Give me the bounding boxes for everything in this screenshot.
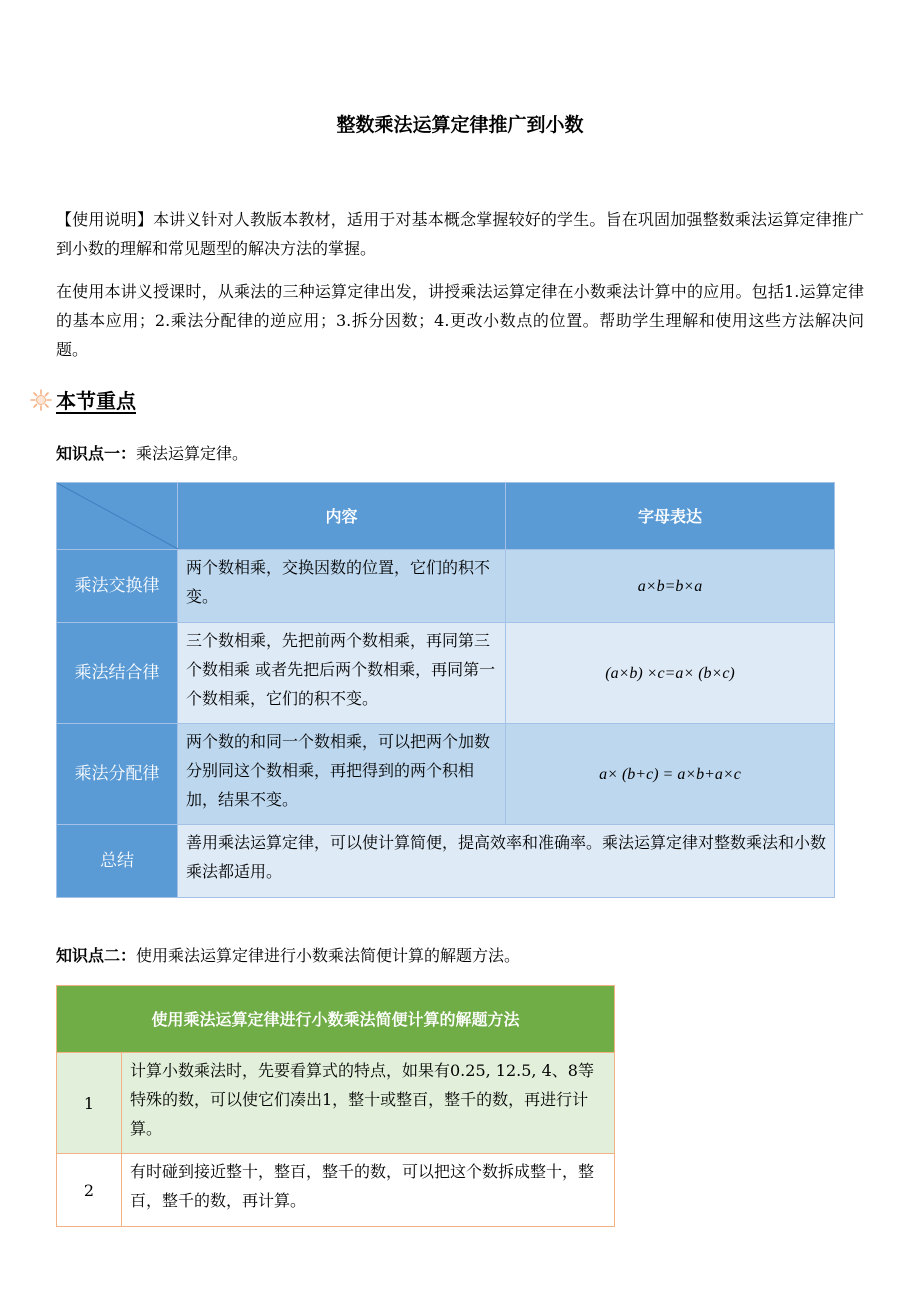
summary-label: 总结 (57, 825, 178, 898)
formula-text: (a×b) ×c=a× (b×c) (605, 664, 735, 682)
formula-text: a× (b+c) = a×b+a×c (599, 765, 741, 783)
method-text: 计算小数乘法时，先要看算式的特点，如果有0.25, 12.5, 4、8等特殊的数，可以使它们凑出1，整十或整百，整千的数，再进行计算。 (122, 1053, 615, 1154)
row-formula (506, 724, 835, 825)
formula-text: a×b=b×a (637, 577, 703, 595)
row-content: 两个数的和同一个数相乘，可以把两个加数分别同这个数相乘，再把得到的两个积相加，结果不变。 (178, 724, 506, 825)
teaching-note: 在使用本讲义授课时，从乘法的三种运算定律出发，讲授乘法运算定律在小数乘法计算中的应用。包括1.运算定律的基本应用；2.乘法分配律的逆应用；3.拆分因数；4.更改小数点的位置。帮助学生理解和使用这些方法解决问题。 (56, 282, 864, 359)
row-label: 乘法分配律 (57, 724, 178, 825)
kp2-text: 使用乘法运算定律进行小数乘法简便计算的解题方法。 (136, 946, 521, 965)
diagonal-line (57, 483, 178, 549)
row-content: 两个数相乘，交换因数的位置，它们的积不变。 (178, 550, 506, 623)
method-number: 1 (57, 1053, 122, 1154)
sun-icon (30, 389, 52, 411)
methods-table (56, 985, 615, 1227)
row-formula (506, 623, 835, 724)
kp1-label: 知识点一： (56, 444, 137, 463)
kp2-label: 知识点二： (56, 946, 137, 965)
knowledge-point-2 (56, 943, 520, 966)
methods-header: 使用乘法运算定律进行小数乘法简便计算的解题方法 (57, 986, 615, 1053)
method-number: 2 (57, 1154, 122, 1227)
section-heading (30, 385, 136, 414)
header-content: 内容 (178, 483, 506, 550)
row-formula (506, 550, 835, 623)
row-label: 乘法交换律 (57, 550, 178, 623)
corner-cell (57, 483, 178, 550)
usage-note: 【使用说明】本讲义针对人教版本教材，适用于对基本概念掌握较好的学生。旨在巩固加强整数乘法运算定律推广到小数的理解和常见题型的解决方法的掌握。 (56, 210, 864, 258)
method-text: 有时碰到接近整十，整百，整千的数，可以把这个数拆成整十，整百，整千的数，再计算。 (122, 1154, 615, 1227)
kp1-text: 乘法运算定律。 (136, 444, 249, 463)
knowledge-point-1 (56, 441, 248, 464)
summary-text: 善用乘法运算定律，可以使计算简便，提高效率和准确率。乘法运算定律对整数乘法和小数乘法都适用。 (178, 825, 835, 898)
laws-table (56, 482, 835, 898)
row-label: 乘法结合律 (57, 623, 178, 724)
page-title: 整数乘法运算定律推广到小数 (336, 114, 584, 136)
header-formula: 字母表达 (506, 483, 835, 550)
section-title: 本节重点 (56, 389, 136, 413)
row-content: 三个数相乘，先把前两个数相乘，再同第三个数相乘 或者先把后两个数相乘，再同第一个数相乘，它们的积不变。 (178, 623, 506, 724)
